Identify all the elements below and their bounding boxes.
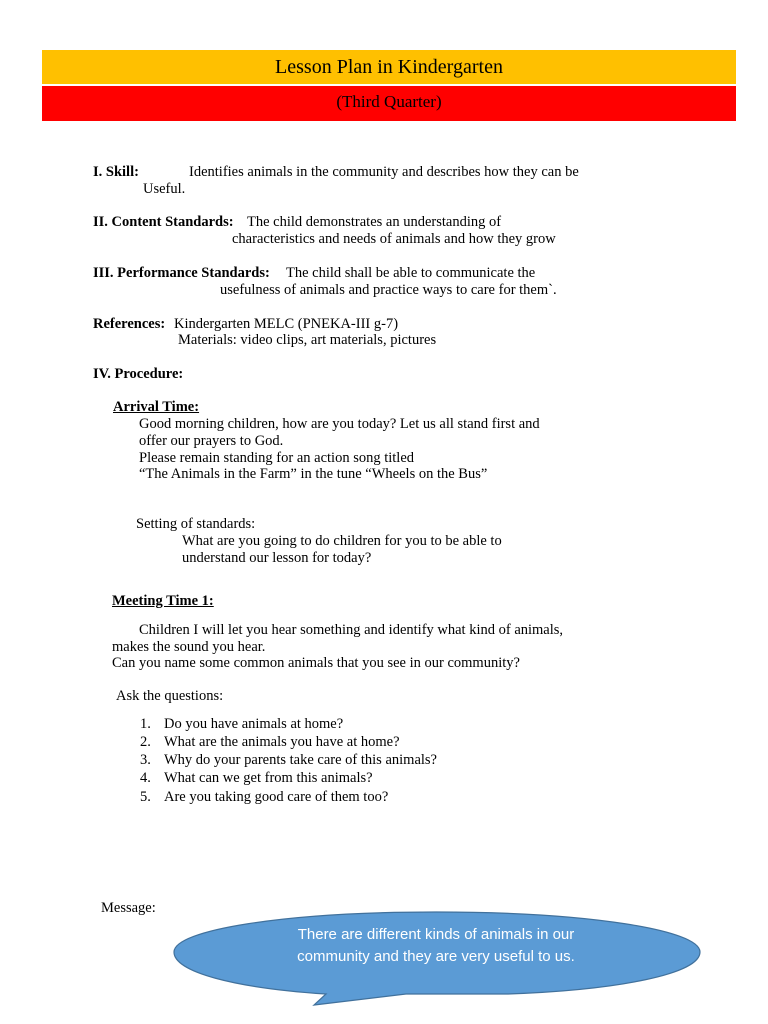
setting-standards-line: understand our lesson for today? <box>182 550 372 566</box>
content-standards-line2: characteristics and needs of animals and how they grow <box>232 231 556 247</box>
subtitle-banner <box>42 86 736 121</box>
arrival-line: offer our prayers to God. <box>139 433 284 449</box>
document-subtitle: (Third Quarter) <box>336 92 442 111</box>
document-title: Lesson Plan in Kindergarten <box>275 56 503 78</box>
setting-standards-heading: Setting of standards: <box>136 516 256 532</box>
callout-line: There are different kinds of animals in our <box>297 926 575 943</box>
question-item <box>140 752 437 769</box>
question-item <box>140 770 373 787</box>
arrival-line: “The Animals in the Farm” in the tune “Wheels on the Bus” <box>139 466 488 482</box>
question-item <box>140 716 343 733</box>
question-number: 3. <box>140 752 151 768</box>
skill-text-line1: Identifies animals in the community and describes how they can be <box>189 164 579 180</box>
question-item <box>140 789 388 806</box>
question-text: What can we get from this animals? <box>164 770 373 786</box>
question-number: 5. <box>140 789 151 805</box>
title-banner <box>42 50 736 84</box>
question-text: Are you taking good care of them too? <box>164 789 389 805</box>
references-line1: Kindergarten MELC (PNEKA-III g-7) <box>174 316 399 332</box>
ask-questions-label: Ask the questions: <box>116 688 224 704</box>
skill-text-line2: Useful. <box>143 181 186 197</box>
performance-standards-label: III. Performance Standards: <box>93 265 270 281</box>
meeting-time-heading: Meeting Time 1: <box>112 593 214 609</box>
arrival-time-heading: Arrival Time: <box>113 399 200 415</box>
references-line2: Materials: video clips, art materials, pictures <box>178 332 437 348</box>
content-standards-line1: The child demonstrates an understanding of <box>247 214 502 230</box>
question-number: 2. <box>140 734 151 750</box>
arrival-line: Good morning children, how are you today? Let us all stand first and <box>139 416 540 432</box>
skill-label: I. Skill: <box>93 164 139 180</box>
performance-standards-line2: usefulness of animals and practice ways to care for them`. <box>220 282 557 298</box>
references-label: References: <box>93 316 166 332</box>
setting-standards-line: What are you going to do children for you to be able to <box>182 533 502 549</box>
question-number: 4. <box>140 770 151 786</box>
speech-bubble-text <box>196 924 676 968</box>
meeting-intro-line: Can you name some common animals that you see in our community? <box>112 655 520 671</box>
callout-line: community and they are very useful to us. <box>297 948 575 965</box>
meeting-intro-line: Children I will let you hear something and identify what kind of animals, <box>139 622 564 638</box>
question-text: Do you have animals at home? <box>164 716 344 732</box>
performance-standards-line1: The child shall be able to communicate the <box>286 265 536 281</box>
question-text: Why do your parents take care of this animals? <box>164 752 437 768</box>
arrival-line: Please remain standing for an action song titled <box>139 450 415 466</box>
meeting-intro-line: makes the sound you hear. <box>112 639 266 655</box>
question-item <box>140 734 400 751</box>
procedure-label: IV. Procedure: <box>93 366 184 382</box>
question-text: What are the animals you have at home? <box>164 734 400 750</box>
content-standards-label: II. Content Standards: <box>93 214 234 230</box>
question-number: 1. <box>140 716 151 732</box>
message-label: Message: <box>101 900 156 916</box>
